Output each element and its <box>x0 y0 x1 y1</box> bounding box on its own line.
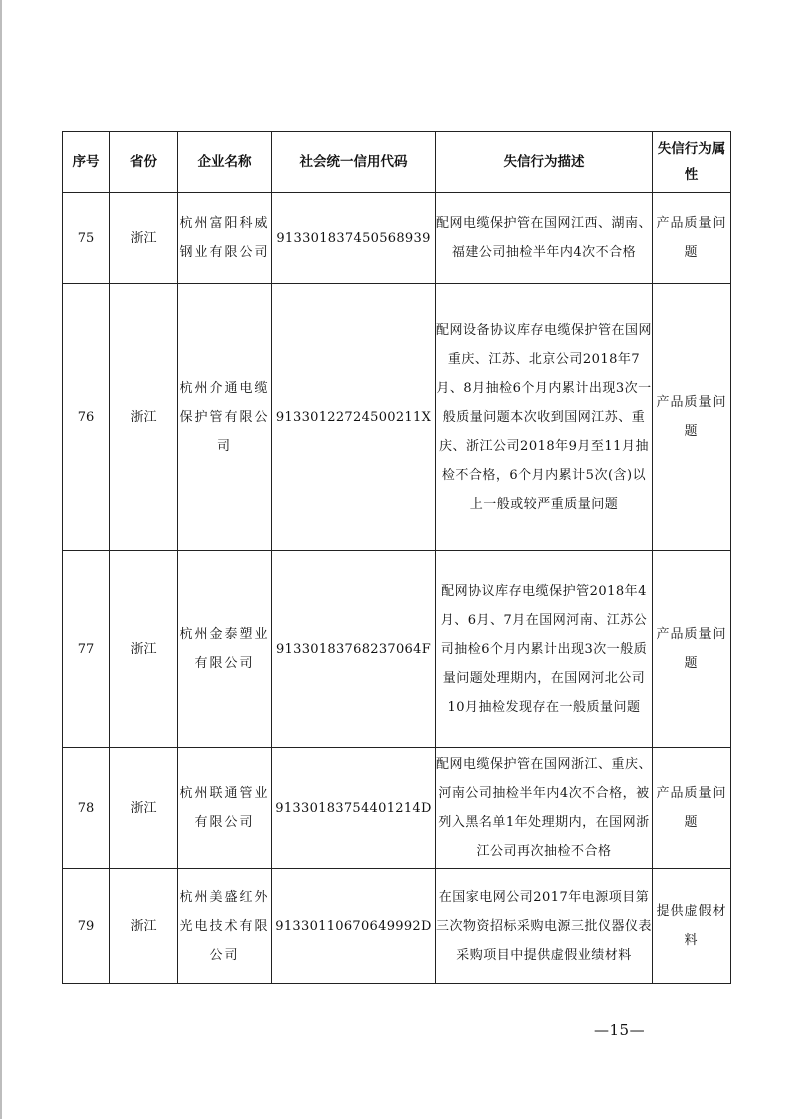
table-row <box>63 748 731 869</box>
cell-province: 浙江 <box>110 748 178 869</box>
cell-description: 配网协议库存电缆保护管2018年4月、6月、7月在国网河南、江苏公司抽检6个月内累计出现3次一般质量问题处理期内，在国网河北公司10月抽检发现存在一般质量问题 <box>436 551 653 748</box>
cell-seq: 77 <box>63 551 110 748</box>
cell-description: 配网电缆保护管在国网浙江、重庆、河南公司抽检半年内4次不合格，被列入黑名单1年处理期内，在国网浙江公司再次抽检不合格 <box>436 748 653 869</box>
cell-company: 杭州介通电缆保护管有限公司 <box>178 284 272 551</box>
table-row <box>63 551 731 748</box>
cell-description: 配网设备协议库存电缆保护管在国网重庆、江苏、北京公司2018年7月、8月抽检6个月内累计出现3次一般质量问题本次收到国网江苏、重庆、浙江公司2018年9月至11月抽检不合格，6个月内累计5次(含)以上一般或较严重质量问题 <box>436 284 653 551</box>
cell-attribute: 产品质量问题 <box>653 551 731 748</box>
table-row <box>63 869 731 984</box>
table-header-row <box>63 132 731 193</box>
cell-credit-code: 91330110670649992D <box>272 869 436 984</box>
cell-seq: 76 <box>63 284 110 551</box>
cell-description: 配网电缆保护管在国网江西、湖南、福建公司抽检半年内4次不合格 <box>436 193 653 284</box>
header-credit-code: 社会统一信用代码 <box>272 132 436 193</box>
header-company: 企业名称 <box>178 132 272 193</box>
cell-province: 浙江 <box>110 284 178 551</box>
cell-credit-code: 91330183754401214D <box>272 748 436 869</box>
cell-seq: 75 <box>63 193 110 284</box>
table-row <box>63 193 731 284</box>
cell-seq: 79 <box>63 869 110 984</box>
cell-attribute: 提供虚假材料 <box>653 869 731 984</box>
blacklist-table <box>62 131 731 984</box>
header-seq: 序号 <box>63 132 110 193</box>
cell-attribute: 产品质量问题 <box>653 193 731 284</box>
table-row <box>63 284 731 551</box>
cell-province: 浙江 <box>110 551 178 748</box>
cell-province: 浙江 <box>110 869 178 984</box>
cell-company: 杭州富阳科威钢业有限公司 <box>178 193 272 284</box>
cell-credit-code: 913301837450568939 <box>272 193 436 284</box>
scan-edge <box>0 0 2 1119</box>
header-province: 省份 <box>110 132 178 193</box>
header-attribute: 失信行为属性 <box>653 132 731 193</box>
cell-company: 杭州美盛红外光电技术有限公司 <box>178 869 272 984</box>
cell-company: 杭州联通管业有限公司 <box>178 748 272 869</box>
cell-attribute: 产品质量问题 <box>653 748 731 869</box>
page-number: —15— <box>594 1021 646 1039</box>
cell-attribute: 产品质量问题 <box>653 284 731 551</box>
cell-company: 杭州金泰塑业有限公司 <box>178 551 272 748</box>
cell-seq: 78 <box>63 748 110 869</box>
cell-province: 浙江 <box>110 193 178 284</box>
cell-description: 在国家电网公司2017年电源项目第三次物资招标采购电源三批仪器仪表采购项目中提供虚假业绩材料 <box>436 869 653 984</box>
cell-credit-code: 91330122724500211X <box>272 284 436 551</box>
cell-credit-code: 91330183768237064F <box>272 551 436 748</box>
header-description: 失信行为描述 <box>436 132 653 193</box>
